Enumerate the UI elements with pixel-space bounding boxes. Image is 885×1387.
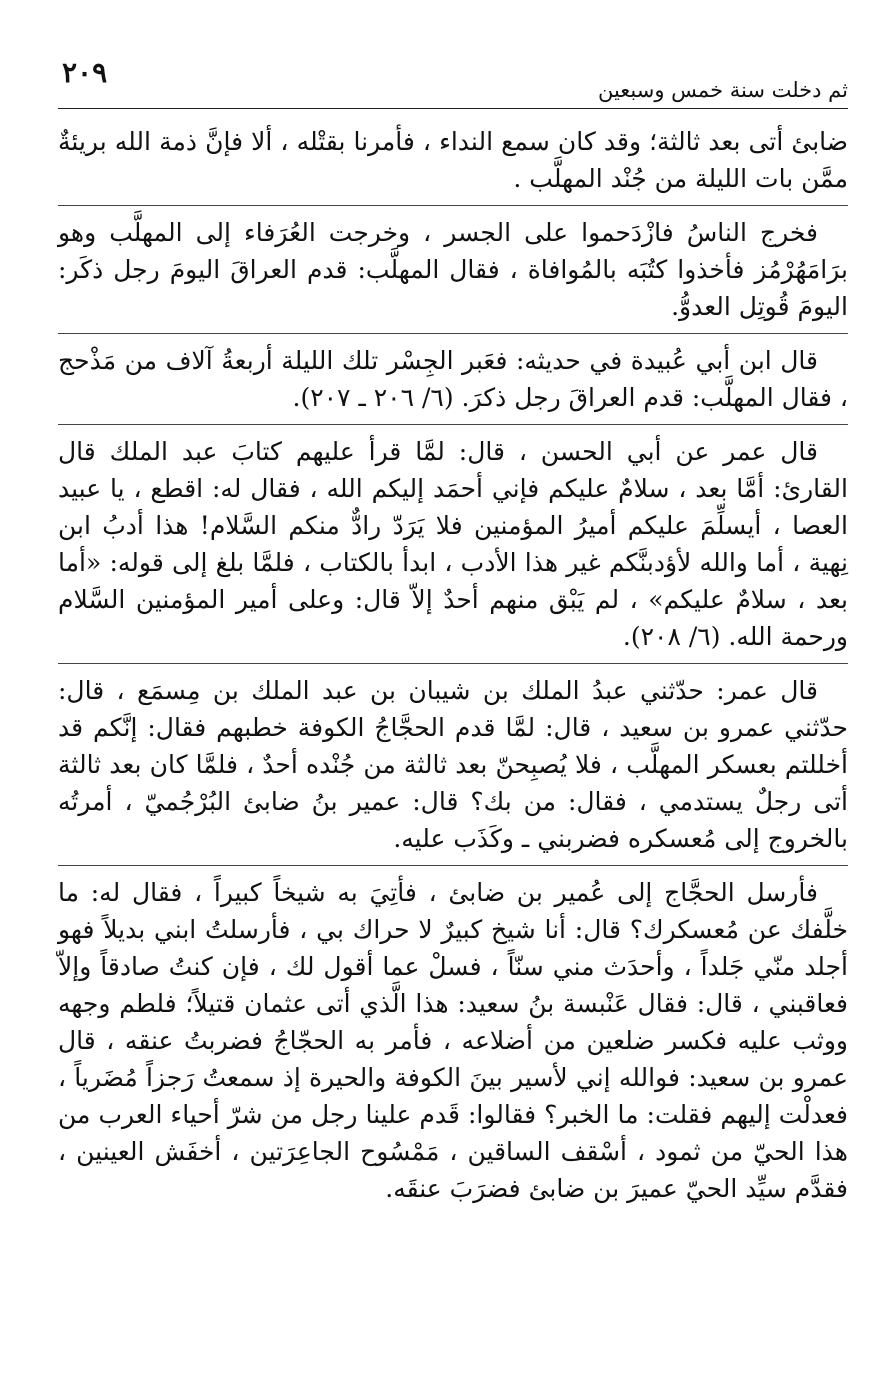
paragraph-divider — [58, 663, 848, 664]
paragraph-divider — [58, 865, 848, 866]
paragraph-1: ضابئ أتى بعد ثالثة؛ وقد كان سمع النداء ، فأمرنا بقتْله ، ألا فإنَّ ذمة الله بريئةٌ ممَّن بات الليلة من جُنْد المهلَّب . — [58, 127, 848, 193]
book-page — [58, 50, 848, 1370]
paragraph-5: قال عمر: حدّثني عبدُ الملك بن شيبان بن عبد الملك بن مِسمَع ، قال: حدّثني عمرو بن سعيد ، قال: لمَّا قدم الحجَّاجُ الكوفة خطبهم فقال: إنَّكم قد أخللتم بعسكر المهلَّب ، فلا يُصبِحنّ بعد ثالثة من جُنْده أحدٌ ، فلمَّا كان بعد ثالثة أتى رجلٌ يستدمي ، فقال: من بك؟ قال: عمير بنُ ضابئ البُرْجُميّ ، أمرتُه بالخروج إلى مُعسكره فضربني ـ وكَذَب عليه. — [58, 676, 848, 853]
paragraph-3: قال ابن أبي عُبيدة في حديثه: فعَبر الجِسْر تلك الليلة أربعةُ آلاف من مَذْحج ، فقال المهلَّب: قدم العراقَ رجل ذكرَ. (٦/ ٢٠٦ ـ ٢٠٧). — [58, 346, 848, 412]
paragraph-6: فأرسل الحجَّاج إلى عُمير بن ضابئ ، فأتِيَ به شيخاً كبيراً ، فقال له: ما خلَّفك عن مُعسكرك؟ قال: أنا شيخ كبيرٌ لا حراك بي ، فأرسلتُ ابني بديلاً فهو أجلد منّي جَلداً ، وأحدَث مني سنّاً ، فسلْ عما أقول لك ، فإن كنتُ صادقاً وإلاّ فعاقبني ، قال: فقال عَنْبسة بنُ سعيد: هذا الَّذي أتى عثمان قتيلاً؛ فلطم وجهه ووثب عليه فكسر ضلعين من أضلاعه ، فأمر به الحجّاجُ فضربتُ عنقه ، قال عمرو بن سعيد: فوالله إني لأسير بينَ الكوفة والحيرة إذ سمعتُ رَجزاً مُضَرياً ، فعدلْت إليهم فقلت: ما الخبر؟ فقالوا: قَدم علينا رجل من شرّ أحياء العرب من هذا الحيّ من ثمود ، أسْقف الساقين ، مَمْسُوح الجاعِرَتين ، أخفَش العينين ، فقدَّم سيِّد الحيّ عميرَ بن ضابئ فضرَبَ عنقَه. — [58, 878, 848, 1203]
body-text — [58, 123, 848, 1207]
running-title: ثم دخلت سنة خمس وسبعين — [597, 78, 848, 102]
page-header — [58, 50, 848, 109]
page-number: ٢٠٩ — [62, 56, 108, 89]
paragraph-divider — [58, 205, 848, 206]
paragraph-4: قال عمر عن أبي الحسن ، قال: لمَّا قرأ عليهم كتابَ عبد الملك قال القارئ: أمَّا بعد ، سلامٌ عليكم فإني أحمَد إليكم الله ، فقال له: اقطع ، يا عبيد العصا ، أيسلِّمَ عليكم أميرُ المؤمنين فلا يَرَدّ رادٌّ منكم السَّلام! هذا أدبُ ابن نِهية ، أما والله لأؤدبنَّكم غير هذا الأدب ، ابدأ بالكتاب ، فلمَّا بلغ إلى قوله: «أما بعد ، سلامٌ عليكم» ، لم يَبْق منهم أحدٌ إلاّ قال: وعلى أمير المؤمنين السَّلام ورحمة الله. (٦/ ٢٠٨). — [58, 437, 848, 651]
paragraph-2: فخرج الناسُ فازْدَحموا على الجسر ، وخرجت العُرَفاء إلى المهلَّب وهو برَامَهُرْمُز فأخذوا كتُبَه بالمُوافاة ، فقال المهلَّب: قدم العراقَ اليومَ رجل ذكَر: اليومَ قُوتِل العدوُّ. — [58, 218, 848, 321]
paragraph-divider — [58, 424, 848, 425]
paragraph-divider — [58, 333, 848, 334]
